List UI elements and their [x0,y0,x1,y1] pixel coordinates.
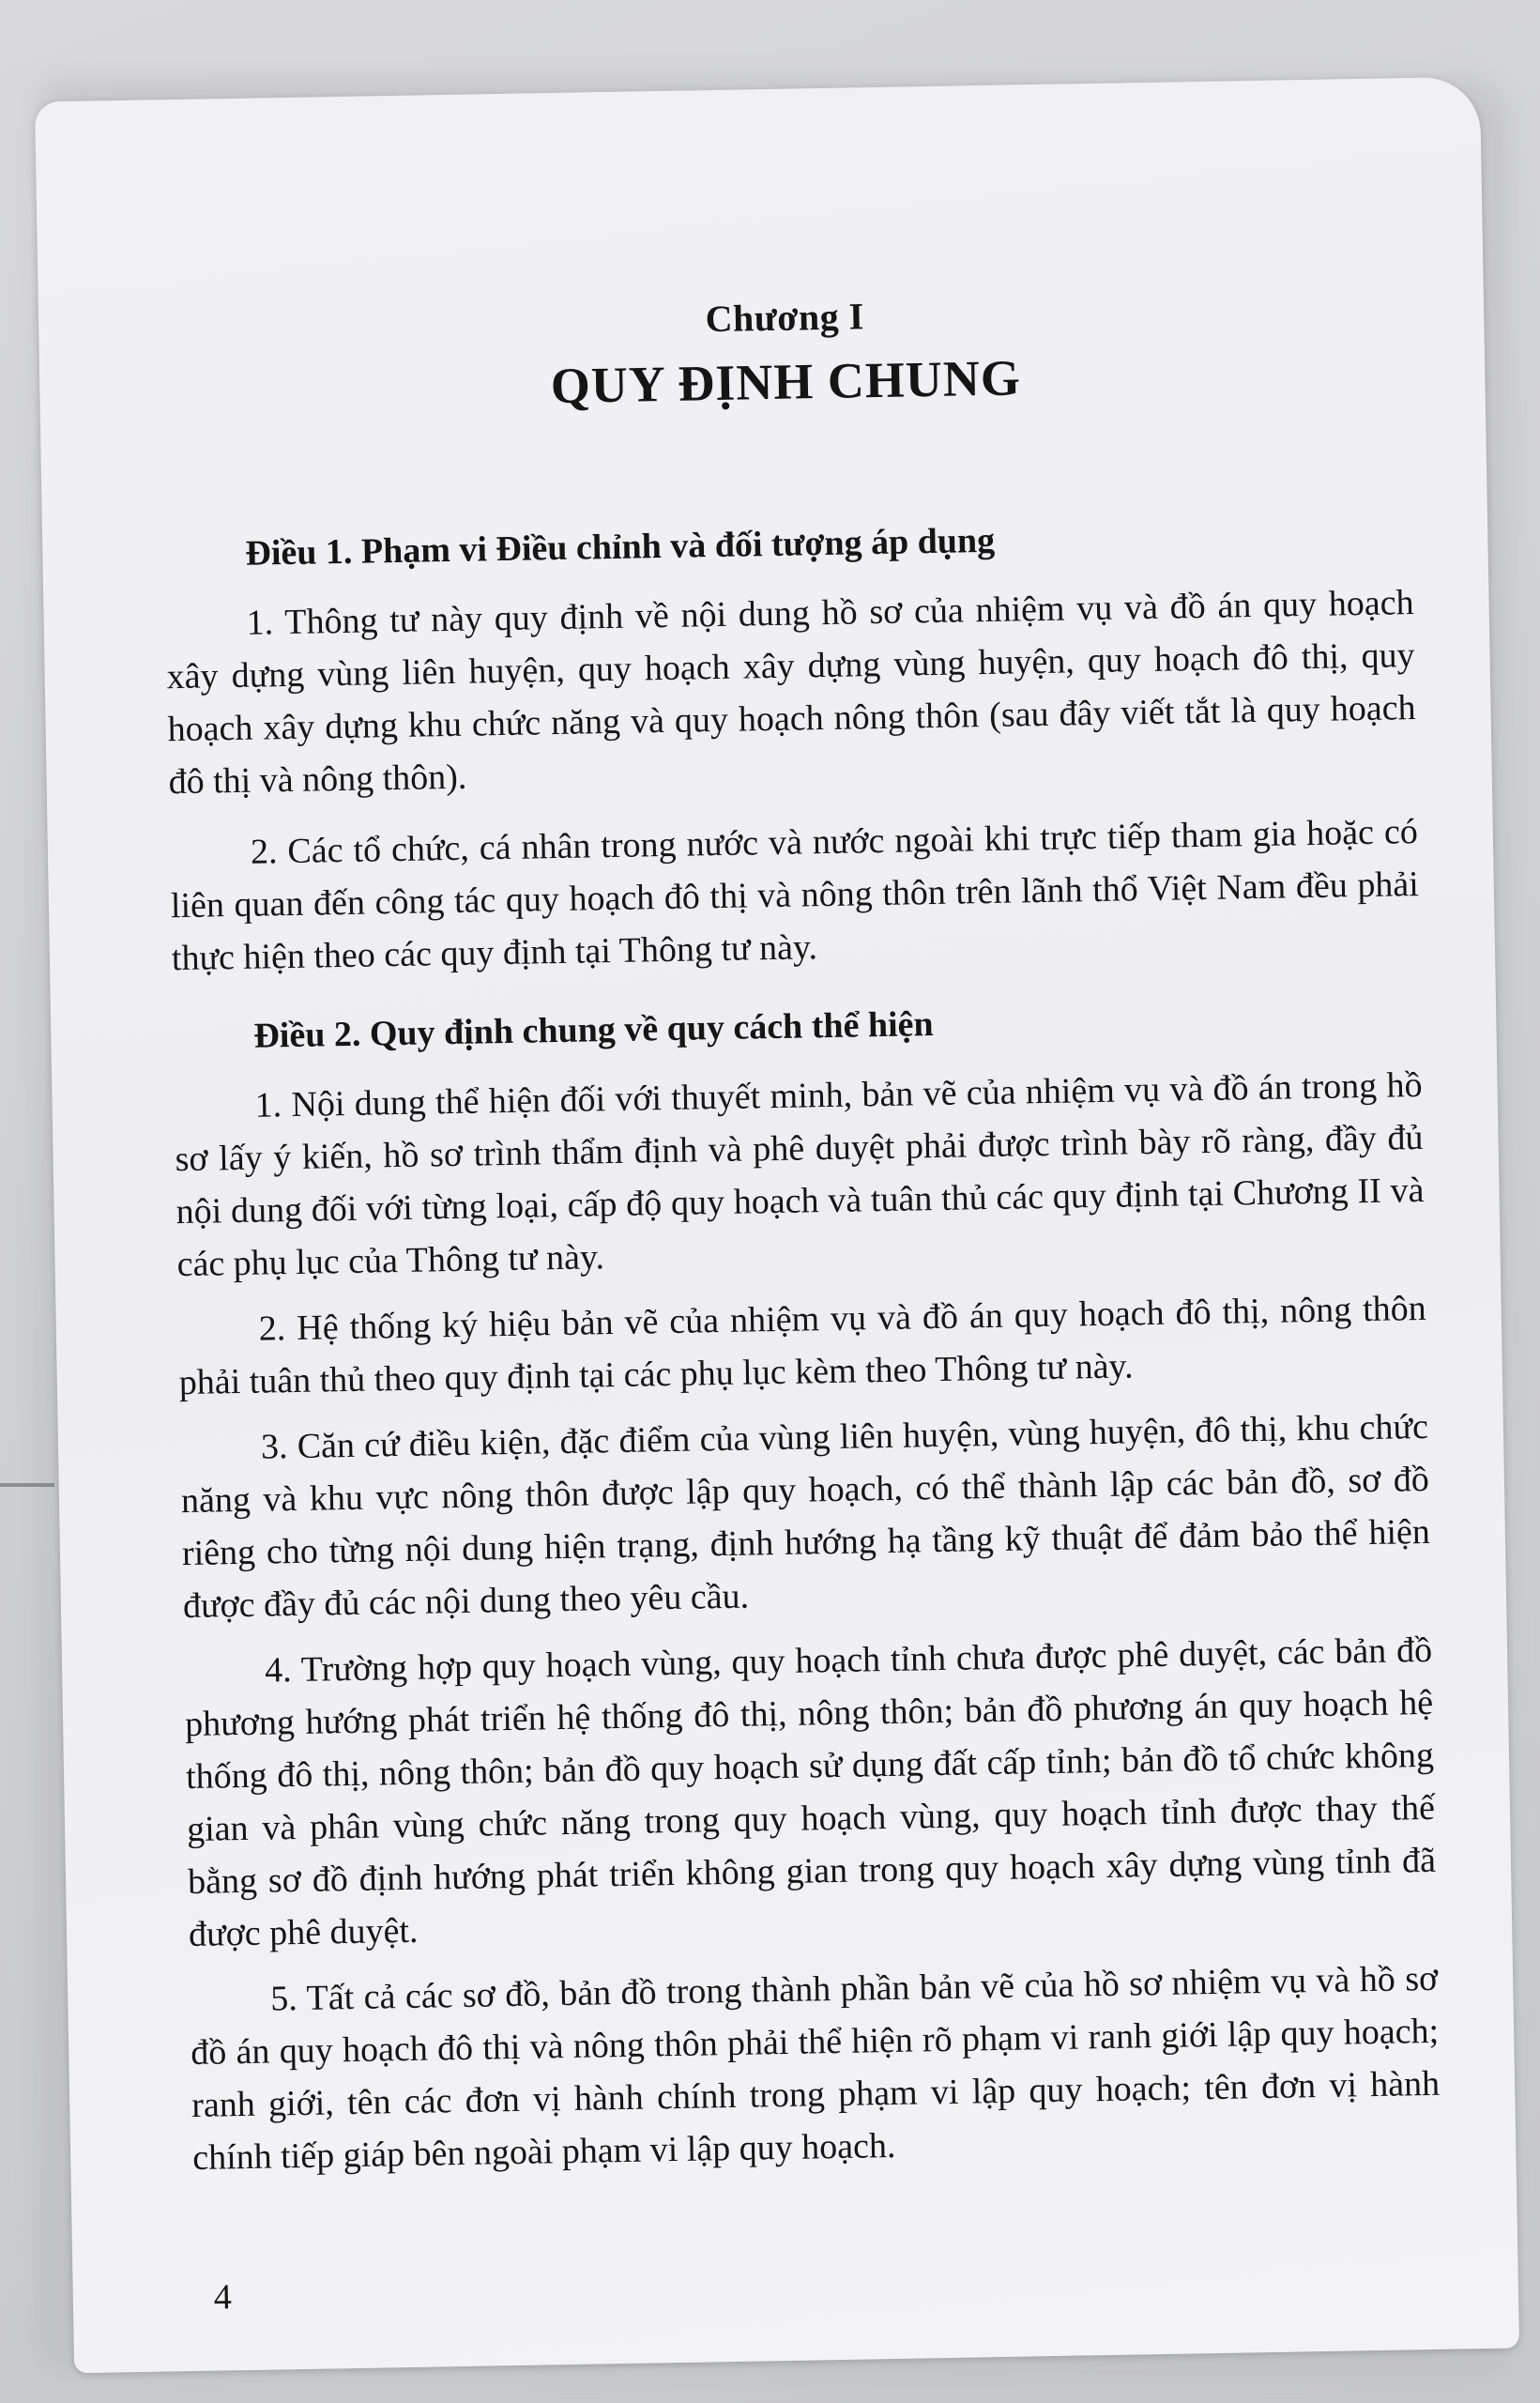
article-paragraph: 1. Nội dung thể hiện đối với thuyết minh, bản vẽ của nhiệm vụ và đồ án trong hồ sơ lấy ý kiến, hồ sơ trình thẩm định và phê duyệt phải được trình bày rõ ràng, đầy đủ nội dung đối với từng loại, cấp độ quy hoạch và tuân thủ các quy định tại Chương II và các phụ lục của Thông tư này. [175,1064,1425,1285]
article-2 [173,995,1441,2184]
article-paragraph: 2. Hệ thống ký hiệu bản vẽ của nhiệm vụ và đồ án quy hoạch đô thị, nông thôn phải tuân thủ theo quy định tại các phụ lục kèm theo Thông tư này. [178,1288,1427,1403]
chapter-title: QUY ĐỊNH CHUNG [550,349,1022,415]
document-page [35,77,1519,2374]
article-paragraph: 4. Trường hợp quy hoạch vùng, quy hoạch tỉnh chưa được phê duyệt, các bản đồ phương hướng phát triển hệ thống đô thị, nông thôn; bản đồ phương án quy hoạch hệ thống đô thị, nông thôn; bản đồ quy hoạch sử dụng đất cấp tỉnh; bản đồ tổ chức không gian và phân vùng chức năng trong quy hoạch vùng, quy hoạch tỉnh được thay thế bằng sơ đồ định hướng phát triển không gian trong quy hoạch xây dựng vùng tỉnh đã được phê duyệt. [184,1630,1437,1955]
article-paragraph: 1. Thông tư này quy định về nội dung hồ sơ của nhiệm vụ và đồ án quy hoạch xây dựng vùng liên huyện, quy hoạch xây dựng vùng huyện, quy hoạch đô thị, quy hoạch xây dựng khu chức năng và quy hoạch nông thôn (sau đây viết tắt là quy hoạch đô thị và nông thôn). [166,583,1416,803]
show-through-text: ​ [988,436,990,472]
show-through-text: ​ [451,338,453,374]
article-heading: Điều 1. Phạm vi Điều chỉnh và đối tượng áp dụng [245,520,996,574]
page-number: 4 [213,2277,233,2318]
background-edge-mark [0,1483,54,1487]
article-paragraph: 2. Các tổ chức, cá nhân trong nước và nước ngoài khi trực tiếp tham gia hoặc có liên quan đến công tác quy hoạch đô thị và nông thôn trên lãnh thổ Việt Nam đều phải thực hiện theo các quy định tại Thông tư này. [170,812,1420,979]
show-through-text: ​ [1051,258,1052,301]
article-paragraph: 5. Tất cả các sơ đồ, bản đồ trong thành phần bản vẽ của hồ sơ nhiệm vụ và hồ sơ đồ án quy hoạch đô thị và nông thôn phải thể hiện rõ phạm vi ranh giới lập quy hoạch; ranh giới, tên các đơn vị hành chính trong phạm vi lập quy hoạch; tên đơn vị hành chính tiếp giáp bên ngoài phạm vi lập quy hoạch. [190,1958,1441,2179]
article-heading: Điều 2. Quy định chung về quy cách thể hiện [253,1004,934,1056]
chapter-label: Chương I [705,295,865,341]
page-content [160,284,1441,2197]
article-paragraph: 3. Căn cứ điều kiện, đặc điểm của vùng liên huyện, vùng huyện, đô thị, khu chức năng và khu vực nông thôn được lập quy hoạch, có thể thành lập các bản đồ, sơ đồ riêng cho từng nội dung hiện trạng, định hướng hạ tầng kỹ thuật để đảm bảo thể hiện được đầy đủ các nội dung theo yêu cầu. [180,1406,1431,1627]
show-through-text: ​ [197,278,199,321]
article-1 [164,513,1420,985]
